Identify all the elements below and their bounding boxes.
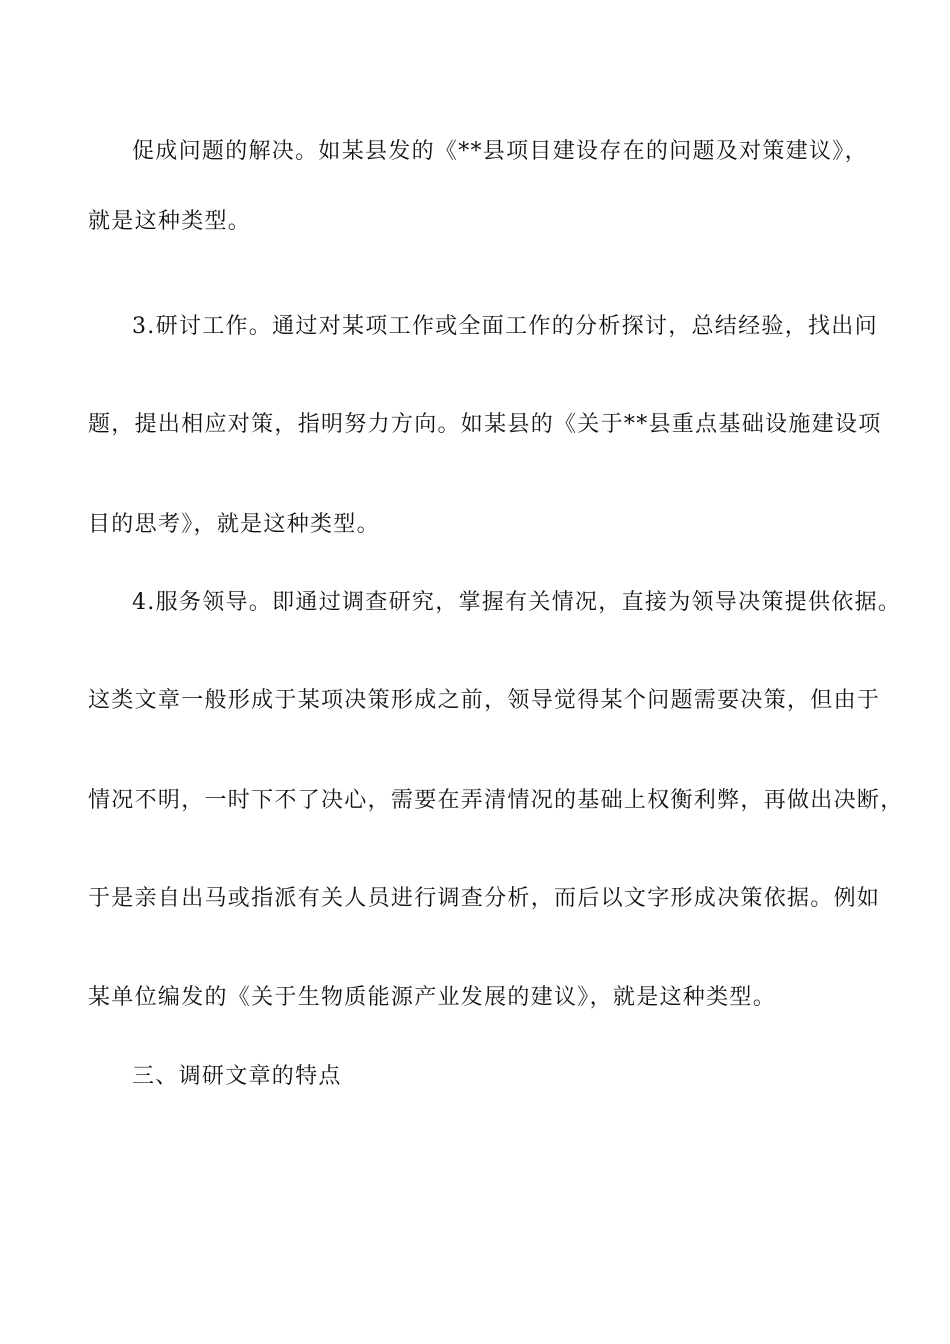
paragraph-line-2: 就是这种类型。 [88, 209, 252, 234]
paragraph-line-3: 3.研讨工作。通过对某项工作或全面工作的分析探讨，总结经验，找出问 [132, 314, 878, 339]
paragraph-line-1: 促成问题的解决。如某县发的《**县项目建设存在的问题及对策建议》， [132, 139, 868, 164]
paragraph-line-6: 4.服务领导。即通过调查研究，掌握有关情况，直接为领导决策提供依据。 [132, 590, 902, 615]
paragraph-line-9: 于是亲自出马或指派有关人员进行调查分析，而后以文字形成决策依据。例如 [88, 886, 881, 911]
paragraph-line-10: 某单位编发的《关于生物质能源产业发展的建议》，就是这种类型。 [88, 985, 777, 1010]
paragraph-line-5: 目的思考》，就是这种类型。 [88, 512, 380, 537]
section-heading: 三、调研文章的特点 [132, 1064, 342, 1089]
paragraph-line-8: 情况不明，一时下不了决心，需要在弄清情况的基础上权衡利弊，再做出决断， [88, 788, 904, 813]
paragraph-line-7: 这类文章一般形成于某项决策形成之前，领导觉得某个问题需要决策，但由于 [88, 688, 881, 713]
paragraph-line-4: 题，提出相应对策，指明努力方向。如某县的《关于**县重点基础设施建设项 [88, 412, 882, 437]
